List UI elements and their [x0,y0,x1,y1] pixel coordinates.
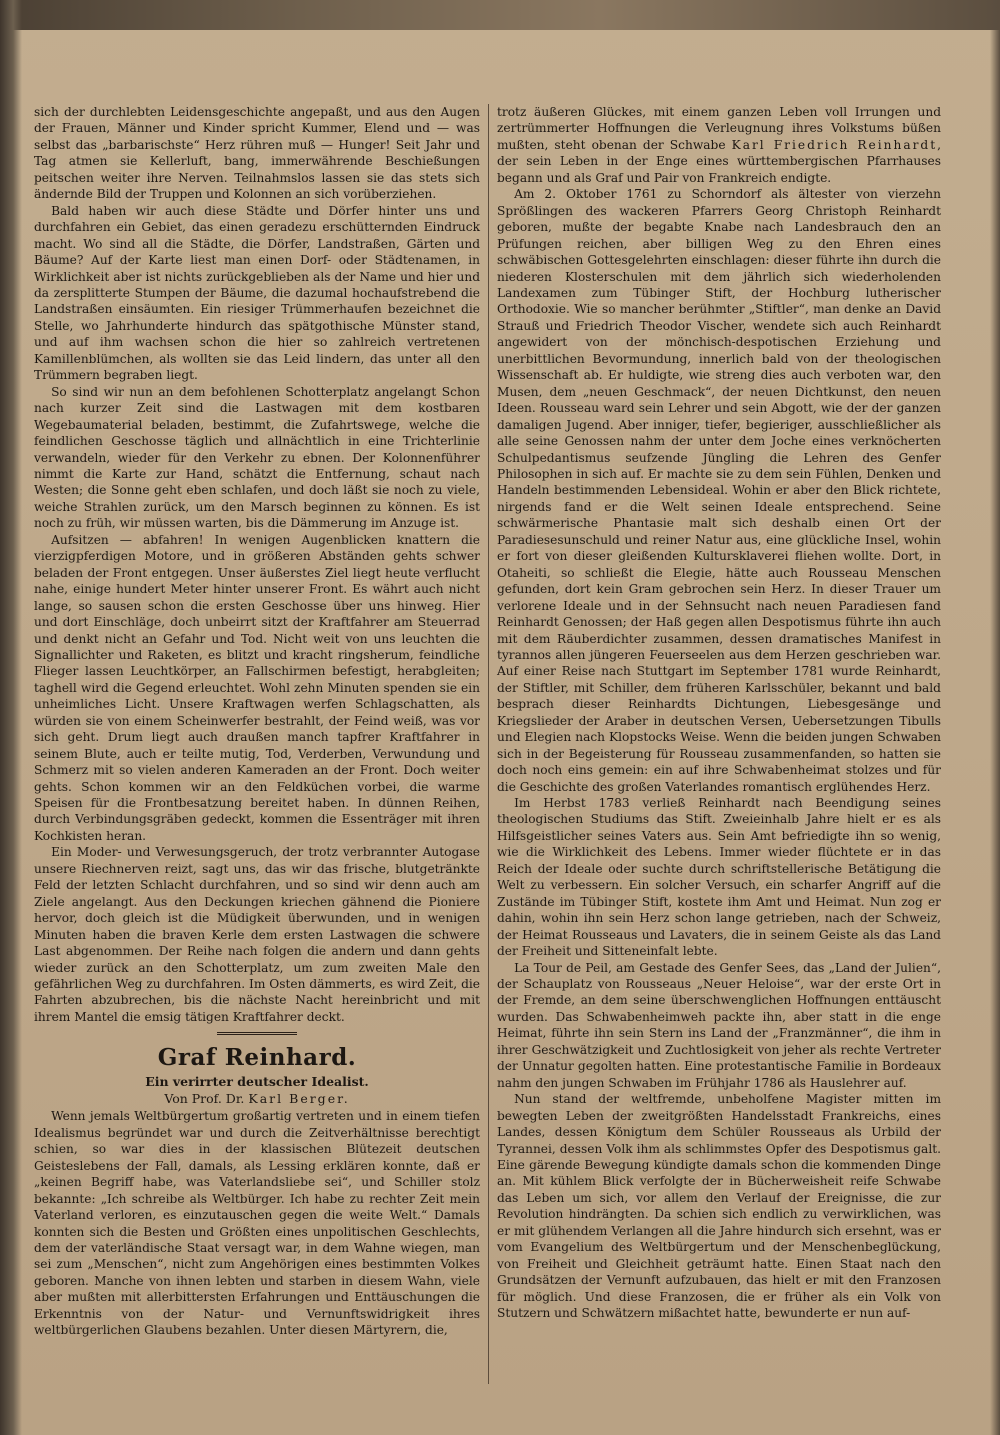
article-title: Graf Reinhard. [157,1044,357,1072]
left-paragraph-1: sich der durchlebten Leidensgeschichte angepaßt, und aus den Augen der Frauen, Männer und Kinder spricht Kummer, Elend und — was selbst das „barbarischste“ Herz rühren muß — Hunger! Seit Jahr und Tag atmen sie Kellerluft, bang, immerwährende Beschießungen peitschen weiter ihre Nerven. Teilnahmslos lassen sie das stets sich ändernde Bild der Truppen und Kolonnen an sich vorüberziehen. [34,105,480,202]
right-p1-after: , der sein Leben in der Enge eines württembergischen Pfarrhauses begann und als Graf und Pair von Frankreich endigte. [497,137,942,185]
right-paragraph-2: Am 2. Oktober 1761 zu Schorndorf als ältester von vierzehn Sprößlingen des wackeren Pfarrers Georg Christoph Reinhardt geboren, mußte der begabte Knabe nach Landesbrauch den an Prüfungen reichen, aber billigen Weg zu den Ehren eines schwäbischen Gottesgelehrten einschlagen: dieser führte ihn durch die niederen Klosterschulen mit dem jährlich sich wiederholenden Landexamen zum Tübinger Stift, der Hochburg lutherischer Orthodoxie. Wie so mancher berühmter „Stiftler“, man denke an David Strauß und Friedrich Theodor Vischer, wendete sich auch Reinhardt angewidert von der mönchisch-despotischen Erziehung und unerbittlichen Bevormundung, innerlich bald von der theologischen Wissenschaft ab. Er huldigte, wie streng dies auch verboten war, den Musen, dem „neuen Geschmack“, der neuen Dichtkunst, den neuen Ideen. Rousseau ward sein Lehrer und sein Abgott, wie der der ganzen damaligen Jugend. Aber inniger, tiefer, begieriger, ausschließlicher als alle seine Genossen nahm der unter dem Joche eines verknöcherten Schulpedantismus seufzende Jüngling die Lehren des Genfer Philosophen in sich auf. Er machte sie zu dem sein Fühlen, Denken und Handeln bestimmenden Lebensideal. Wohin er aber den Blick richtete, nirgends fand er die Welt seinen Ideale entsprechend. Seine schwärmerische Phantasie malt sich deshalb einen Ort der Paradiesesunschuld und reiner Natur aus, eine glückliche Insel, wohin er fort von dieser gleißenden Kultursklaverei fliehen wollte. Dort, in Otaheiti, so schließt die Elegie, hätte auch Rousseau Menschen gefunden, dort kein Gram gebrochen sein Herz. In dieser Trauer um verlorene Ideale und in der Sehnsucht nach neuen Paradiesen fand Reinhardt Genossen; der Haß gegen allen Despotismus führte ihn auch mit dem Räuberdichter zusammen, dessen dramatisches Manifest in tyrannos allen jüngeren Feuerseelen aus dem Herzen geschrieben war. Auf einer Reise nach Stuttgart im September 1781 wurde Reinhardt, der Stiftler, mit Schiller, dem früheren Karlsschüler, bekannt und bald besprach dieser Reinhardts Dichtungen, Liebesgesänge und Kriegslieder der Araber in deutschen Versen, Uebersetzungen Tibulls und Elegien nach Klopstocks Weise. Wenn die beiden jungen Schwaben sich in der Begeisterung für Rousseau zusammenfanden, so hatten sie doch noch eins gemein: ein auf ihre Schwabenheimat stolzes und für die Geschichte des großen Vaterlandes romantisch erglühendes Herz. [497,187,941,794]
right-paragraph-3: Im Herbst 1783 verließ Reinhardt nach Beendigung seines theologischen Studiums das Stift. Zweieinhalb Jahre hielt er es als Hilfsgeistlicher seines Vaters aus. Sein Amt befriedigte ihn so wenig, wie die Wirklichkeit des Lebens. Immer wieder flüchtete er in das Reich der Ideale oder suchte durch schriftstellerische Betätigung die Welt zu verbessern. Ein solcher Versuch, ein scharfer Angriff auf die Zustände im Tübinger Stift, kostete ihm Amt und Heimat. Nun zog er dahin, wohin ihn sein Herz schon lange getrieben, nach der Schweiz, der Heimat Rousseaus und Lavaters, die in seinem Geiste als das Land der Freiheit und Sitteneinfalt lebte. [497,796,941,959]
left-paragraph-3: So sind wir nun an dem befohlenen Schotterplatz angelangt Schon nach kurzer Zeit sind die Lastwagen mit dem kostbaren Wegebaumaterial beladen, bestimmt, die Zufahrtswege, welche die feindlichen Geschosse täglich und allnächtlich in eine Trichterlinie verwandeln, wieder für den Verkehr zu ebnen. Der Kolonnenführer nimmt die Karte zur Hand, schätzt die Entfernung, schaut nach Westen; die Sonne geht eben schlafen, und doch läßt sie noch zu viele, weiche Strahlen zurück, um den Marsch beginnen zu können. Es ist noch zu früh, wir müssen warten, bis die Dämmerung im Anzuge ist. [34,384,480,531]
byline-author: Karl Berger. [248,1091,350,1107]
right-p1-name: Karl Friedrich Reinhardt [731,137,938,152]
right-paragraph-5: Nun stand der weltfremde, unbeholfene Magister mitten im bewegten Leben der zweitgrößten Handelsstadt Frankreichs, eines Landes, dessen Königtum dem Schüler Rousseaus als Urbild der Tyrannei, dessen Volk ihm als schlimmstes Opfer des Despotismus galt. Eine gärende Bewegung kündigte damals schon die kommenden Dinge an. Mit kühlem Blick verfolgte der in Bücherweisheit reife Schwabe das Leben um sich, vor allem den Verlauf der Ereignisse, die zur Revolution hindrängten. Da schien sich endlich zu verwirklichen, was er mit glühendem Verlangen all die Jahre hindurch sich ersehnt, was er vom Evangelium des Weltbürgertum und der Menschenbeglückung, von Freiheit und Gleichheit geträumt hatte. Einen Staat nach den Grundsätzen der Vernunft aufzubauen, das hielt er mit den Franzosen für möglich. Und diese Franzosen, die er früher als ein Volk von Stutzern und Schwätzern mißachtet hatte, bewunderte er nun auf- [497,1092,941,1321]
right-p1-before: trotz äußeren Glückes, mit einem ganzen Leben voll Irrungen und zertrümmerter Hoffnungen die Verleugnung ihres Volkstums büßen mußten, steht obenan der Schwabe [497,105,941,152]
right-paragraph-4: La Tour de Peil, am Gestade des Genfer Sees, das „Land der Julien“, der Schauplatz von Rousseaus „Neuer Heloise“, war der erste Ort in der Fremde, an dem seine überschwenglichen Hoffnungen enttäuscht wurden. Das Schwabenheimweh packte ihn, aber statt in die enge Heimat, führte ihn sein Stern ins Land der „Franzmänner“, die ihm in ihrer Geschwätzigkeit und Zuchtlosigkeit von jeher als rechte Vertreter der Unnatur gegolten hatten. Eine protestantische Familie in Bordeaux nahm den jungen Schwaben im Frühjahr 1786 als Hauslehrer auf. [497,960,941,1090]
left-column [34,104,480,1339]
left-paragraph-4: Aufsitzen — abfahren! In wenigen Augenblicken knattern die vierzigpferdigen Motore, und in größeren Abständen gehts schwer beladen der Front entgegen. Unser äußerstes Ziel liegt heute verflucht nahe, einige hundert Meter hinter unserer Front. Es währt auch nicht lange, so sausen schon die ersten Geschosse über uns hinweg. Hier und dort Einschläge, doch unbeirrt sitzt der Kraftfahrer am Steuerrad und denkt nicht an Gefahr und Tod. Nicht weit von uns leuchten die Signallichter und Raketen, es blitzt und kracht ringsherum, feindliche Flieger lassen Leuchtkörper, an Fallschirmen befestigt, herabgleiten; taghell wird die Gegend erleuchtet. Wohl zehn Minuten spenden sie ein unheimliches Licht. Unsere Kraftwagen werfen Schlagschatten, als würden sie von einem Scheinwerfer bestrahlt, der Feind weiß, was vor sich geht. Drum liegt auch draußen manch tapfrer Kraftfahrer in seinem Blute, auch er teilte mutig, Tod, Verderben, Verwundung und Schmerz mit so vielen anderen Kameraden an der Front. Doch weiter gehts. Schon kommen wir an den Feldküchen vorbei, die warme Speisen für die Frontbesatzung bereitet haben. In dünnen Reihen, durch Verbindungsgräben gedeckt, kommen die Essenträger mit ihren Kochkisten heran. [34,532,480,843]
article-paragraph-1: Wenn jemals Weltbürgertum großartig vertreten und in einem tiefen Idealismus begründet war und durch die Zeitverhältnisse berechtigt schien, so war dies in der klassischen Blütezeit deutschen Geisteslebens der Fall, damals, als Lessing erklären konnte, daß er „keinen Begriff habe, was Vaterlandsliebe sei“, und Schiller stolz bekannte: „Ich schreibe als Weltbürger. Ich habe zu rechter Zeit mein Vaterland verloren, es einzutauschen gegen die weite Welt.“ Damals konnten sich die Besten und Größten eines unpolitischen Geschlechts, dem der vaterländische Staat versagt war, in dem Wahne wiegen, man sei zum „Menschen“, nicht zum Angehörigen eines bestimmten Volkes geboren. Manche von ihnen lebten und starben in diesem Wahn, viele aber mußten mit allerbittersten Erfahrungen und Enttäuschungen die Erkenntnis von der Natur- und Vernunftswidrigkeit ihres weltbürgerlichen Glaubens bezahlen. Unter diesen Märtyrern, die, [34,1109,480,1338]
page-right-edge [990,0,1000,1435]
right-column [497,104,941,1322]
article-subtitle: Ein verirrter deutscher Idealist. [145,1074,369,1090]
left-paragraph-2: Bald haben wir auch diese Städte und Dörfer hinter uns und durchfahren ein Gebiet, das einen geradezu erschütternden Eindruck macht. Wo sind all die Städte, die Dörfer, Landstraßen, Gärten und Bäume? Auf der Karte liest man einen Dorf- oder Städtenamen, in Wirklichkeit aber ist nichts zurückgeblieben als der Name und hier und da zersplitterte Stumpen der Bäume, die dazumal hochaufstrebend die Landstraßen einsäumten. Ein riesiger Trümmerhaufen bezeichnet die Stelle, wo Jahrhunderte hindurch das spätgothische Münster stand, und auf ihm wachsen schon die hier so zahlreich vertretenen Kamillenblümchen, als wollten sie das Leid lindern, das unter all den Trümmern begraben liegt. [34,203,480,383]
byline-prefix: Von Prof. Dr. [164,1091,245,1107]
section-divider [217,1032,297,1035]
left-paragraph-5: Ein Moder- und Verwesungsgeruch, der trotz verbrannter Autogase unsere Riechnerven reizt, sagt uns, das wir das frische, blutgetränkte Feld der letzten Schlacht durchfahren, und so sind wir denn auch am Ziele angelangt. Aus den Deckungen kriechen gähnend die Pioniere hervor, doch gleich ist die Müdigkeit überwunden, und in wenigen Minuten haben die braven Kerle dem ersten Lastwagen die schwere Last abgenommen. Der Reihe nach folgen die andern und dann gehts wieder zurück an den Schotterplatz, um zum zweiten Male den gefährlichen Weg zu durchfahren. Im Osten dämmerts, es wird Zeit, die Fahrten abzubrechen, bis die nächste Nacht hereinbricht und mit ihrem Mantel die emsig tätigen Kraftfahrer deckt. [34,845,480,1024]
page-left-edge [0,0,22,1435]
right-paragraph-1 [497,104,941,186]
article-byline [34,1090,480,1107]
column-rule [488,104,489,1384]
page-top-edge [0,0,1000,30]
